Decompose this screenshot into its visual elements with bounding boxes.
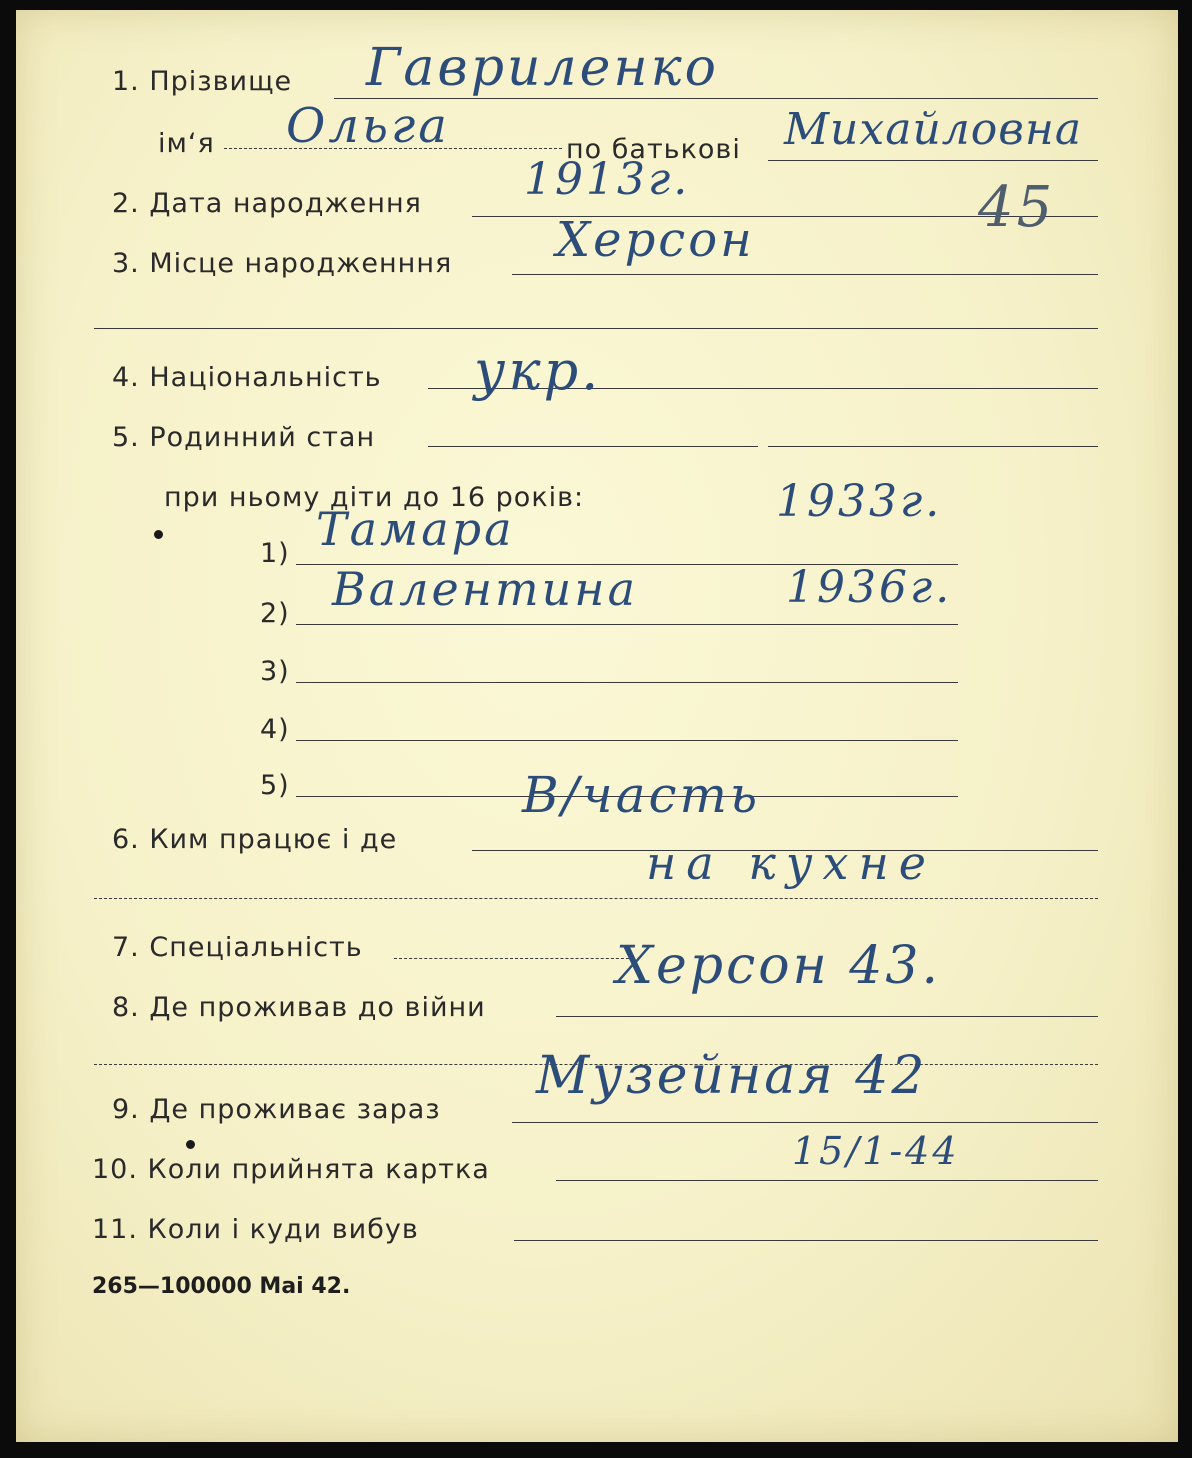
specialty-label: 7. Спеціальність: [112, 932, 363, 963]
card-accepted-label: 10. Коли прийнята картка: [92, 1154, 490, 1185]
departed-line: [514, 1240, 1098, 1241]
card-accepted-line: [556, 1180, 1098, 1181]
work-label: 6. Ким працює і де: [112, 824, 398, 855]
birth-place-value: Херсон: [556, 212, 755, 268]
child-5-label: 5): [260, 770, 290, 801]
child-2-name: Валентина: [332, 562, 639, 616]
work-value-1: В/часть: [522, 766, 761, 824]
current-label: 9. Де проживає зараз: [112, 1094, 441, 1125]
work-value-2: на кухне: [646, 836, 936, 890]
card-accepted-value: 15/1-44: [792, 1129, 960, 1173]
surname-label: 1. Прізвище: [112, 66, 293, 97]
child-4-label: 4): [260, 714, 290, 745]
marital-label: 5. Родинний стан: [112, 422, 376, 453]
surname-value: Гавриленко: [366, 38, 719, 98]
child-2-label: 2): [260, 598, 290, 629]
child-3-line: [296, 682, 958, 683]
age-value: 45: [978, 175, 1056, 240]
child-2-year: 1936г.: [786, 562, 953, 613]
current-line: [512, 1122, 1098, 1123]
marital-line-2: [768, 446, 1098, 447]
prewar-value: Херсон 43.: [616, 936, 941, 996]
current-value: Музейная 42: [536, 1046, 928, 1106]
birth-place-line: [512, 274, 1098, 275]
patronymic-value: Михайловна: [784, 104, 1083, 155]
marital-line-1: [428, 446, 758, 447]
specialty-line: [394, 958, 634, 959]
nationality-label: 4. Національність: [112, 362, 382, 393]
birth-place-line-2: [94, 328, 1098, 329]
name-value: Ольга: [286, 98, 450, 154]
print-code: 265—100000 Mai 42.: [92, 1274, 351, 1299]
patronymic-label: по батькові: [566, 134, 741, 165]
child-3-label: 3): [260, 656, 290, 687]
patronymic-line: [768, 160, 1098, 161]
ink-speck: [154, 530, 163, 539]
registration-card: [16, 10, 1178, 1442]
birth-year-value: 1913г.: [524, 154, 691, 205]
child-2-line: [296, 624, 958, 625]
prewar-line: [556, 1016, 1098, 1017]
child-1-label: 1): [260, 538, 290, 569]
child-1-name: Тамара: [316, 502, 515, 556]
birth-place-label: 3. Місце народженння: [112, 248, 453, 279]
birth-date-label: 2. Дата народження: [112, 188, 422, 219]
prewar-label: 8. Де проживав до війни: [112, 992, 486, 1023]
children-label: при ньому діти до 16 років:: [164, 482, 585, 513]
work-line-2: [94, 898, 1098, 899]
departed-label: 11. Коли і куди вибув: [92, 1214, 419, 1245]
nationality-value: укр.: [474, 339, 602, 402]
child-4-line: [296, 740, 958, 741]
child-1-year: 1933г.: [776, 476, 943, 527]
name-label: ім‘я: [158, 128, 215, 159]
ink-speck: [186, 1140, 195, 1149]
